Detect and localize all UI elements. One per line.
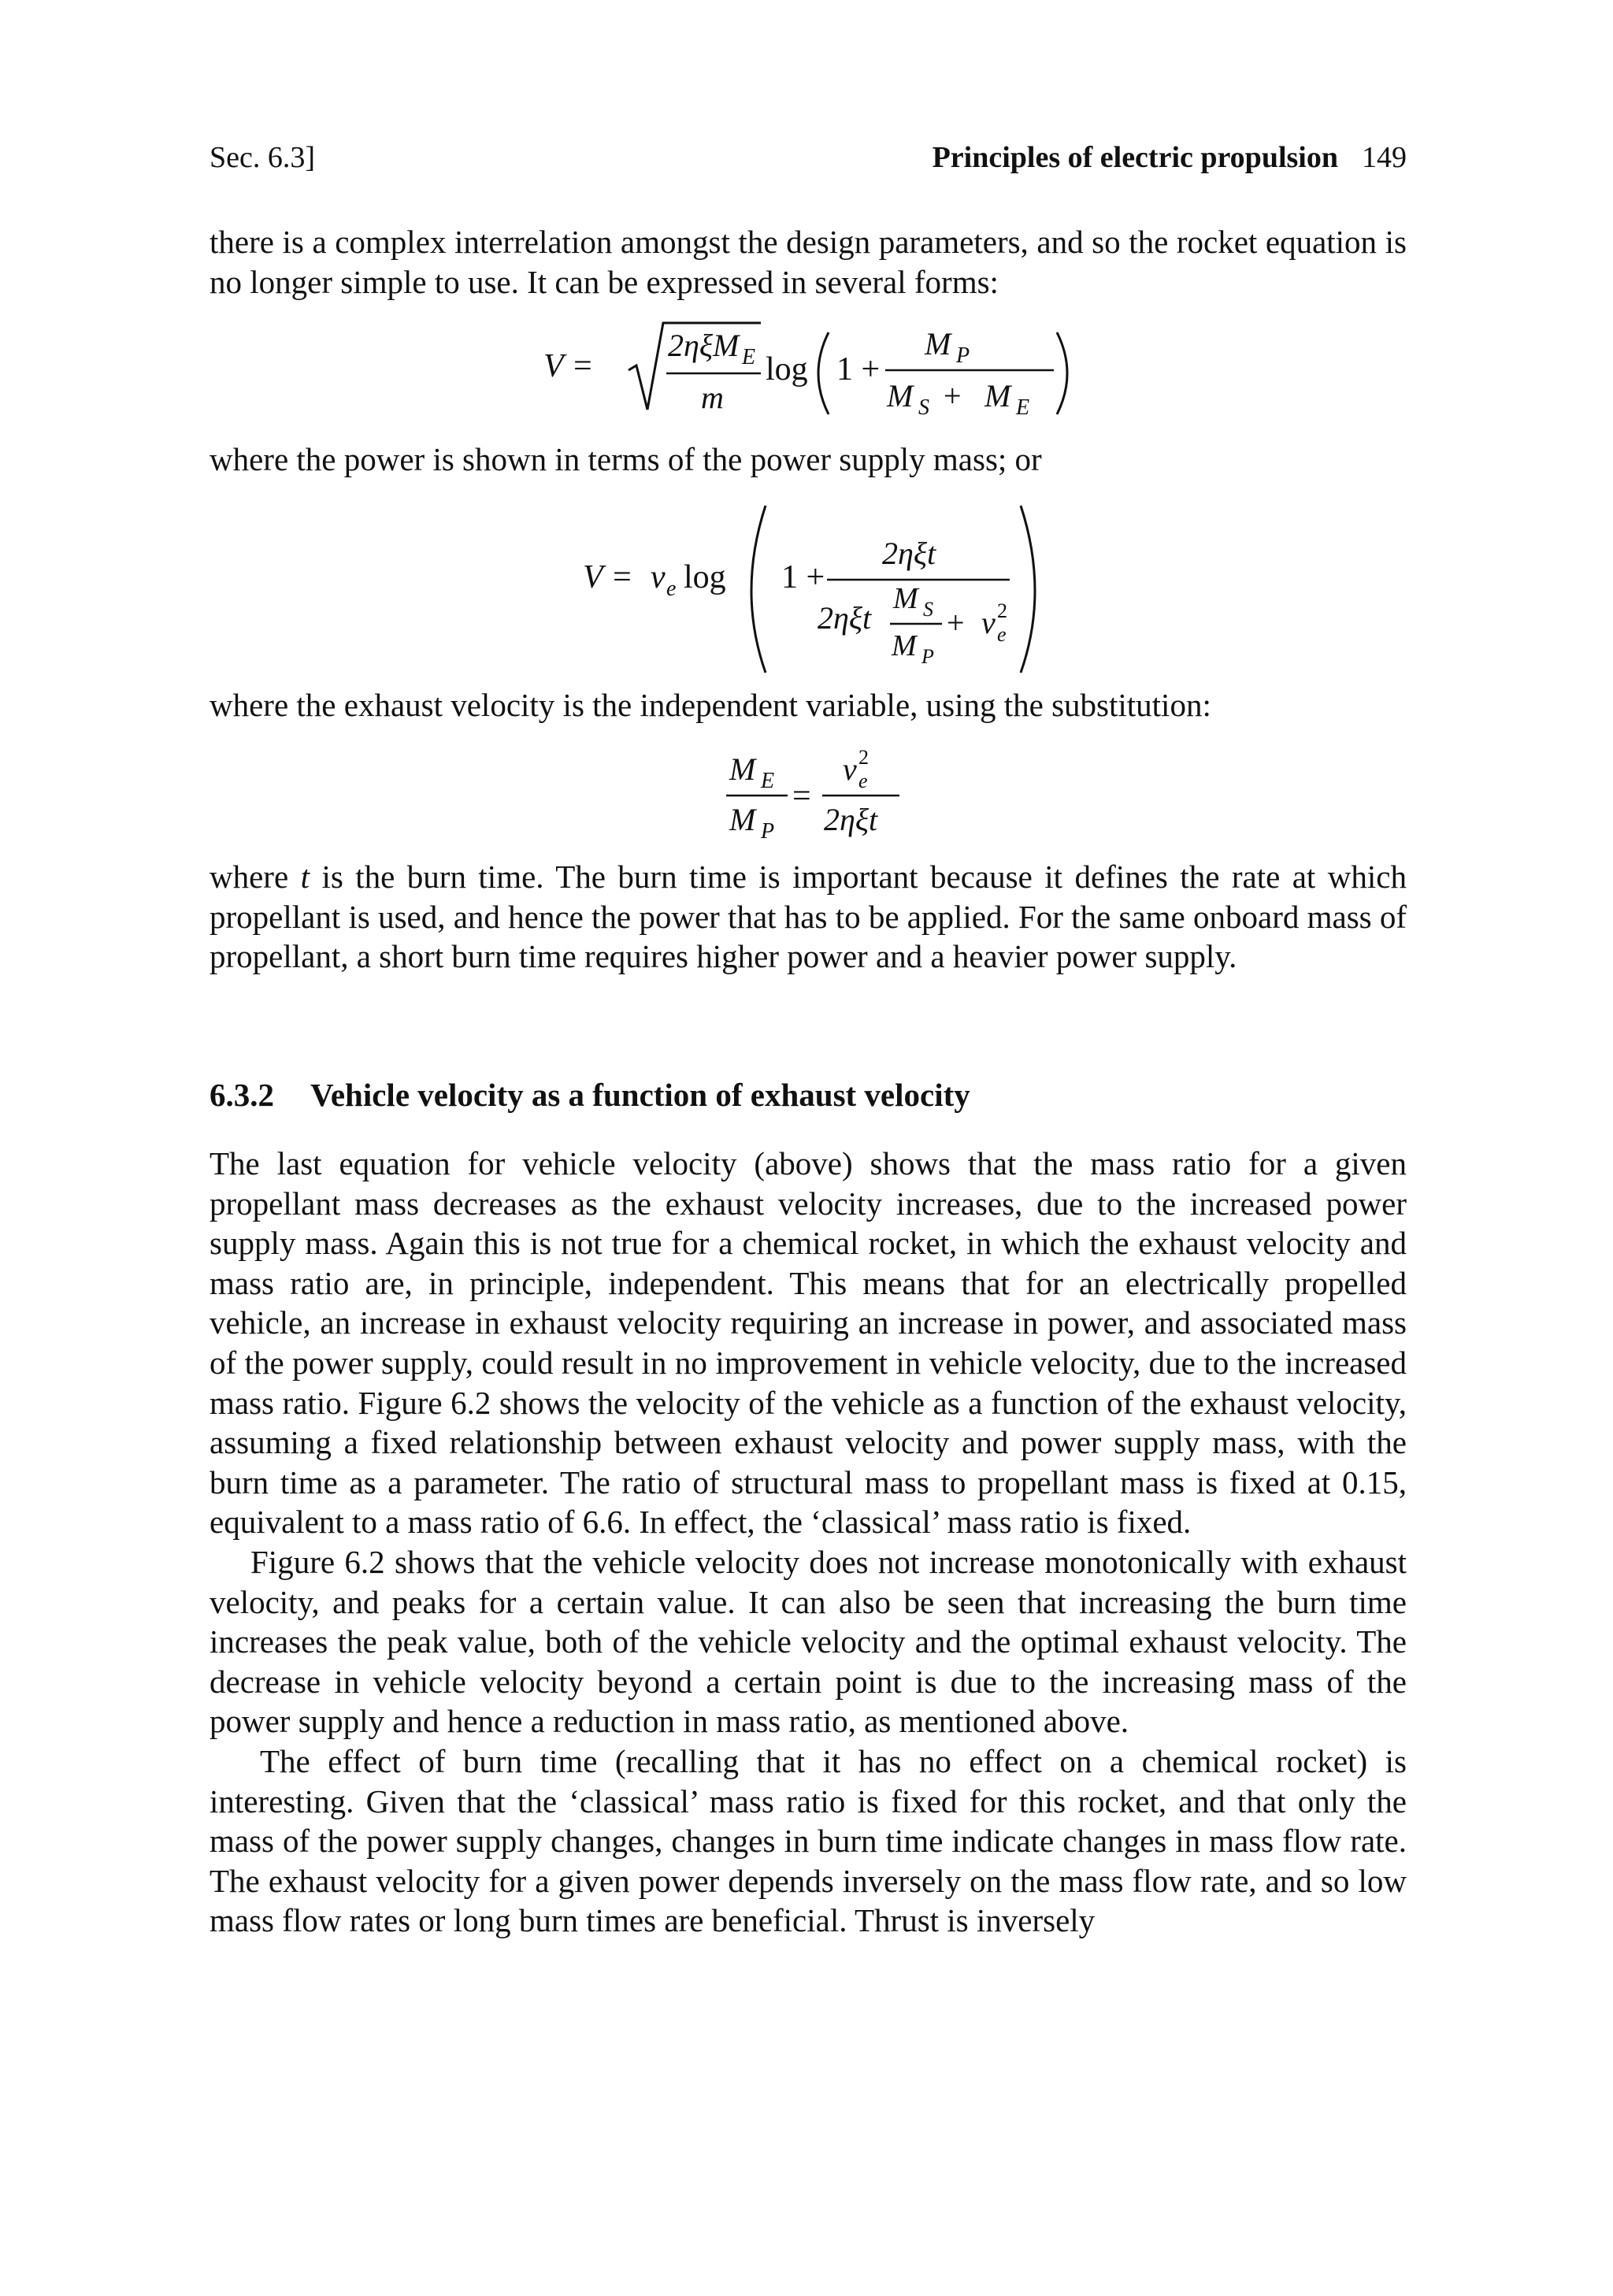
equation-3 <box>725 745 914 848</box>
running-title-block <box>933 140 1407 175</box>
burn-time-rest: is the burn time. The burn time is important because it defines the rate at which propellant is used, and hence the power that has to be applied. For the same onboard mass of propellant, a short burn time requires higher power and a heavier power supply. <box>210 859 1407 975</box>
intro-paragraph <box>210 222 1407 302</box>
eq2-inner-num: M <box>893 582 918 615</box>
eq3-rhs-num-sup: 2 <box>858 746 869 769</box>
intro-text: there is a complex interrelation amongst the design parameters, and so the rocket equation is no longer simple to use. It can be expressed in several forms: <box>210 224 1407 300</box>
eq1-one-plus: 1 + <box>836 351 881 388</box>
eq2-caption-block <box>210 685 1407 725</box>
eq3-lhs-num-sub: E <box>761 769 775 793</box>
eq1-caption: where the power is shown in terms of the power supply mass; or <box>210 441 1042 477</box>
section-ref: Sec. 6.3] <box>210 141 316 174</box>
eq1-log: log <box>766 351 808 388</box>
eq2-log: log <box>684 559 726 595</box>
eq3-rhs-num: v <box>843 751 857 787</box>
eq1-frac-den-a-sub: S <box>918 395 929 420</box>
eq2-lhs: V = <box>583 559 633 595</box>
eq1-frac-den-b: M <box>984 378 1011 414</box>
eq1-frac-den-a: M <box>887 378 914 414</box>
equation-1 <box>543 309 1079 427</box>
eq3-equals: = <box>792 778 811 814</box>
eq1-right-paren <box>1057 332 1067 414</box>
eq1-left-paren <box>818 332 829 414</box>
eq2-inner-num-sub: S <box>923 598 933 621</box>
eq3-lhs-num: M <box>729 751 756 787</box>
eq1-frac-den-plus: + <box>944 378 962 414</box>
section-heading <box>210 1076 970 1114</box>
eq2-right-paren <box>1021 506 1035 673</box>
eq1-lhs: V = <box>543 348 594 384</box>
eq2-one-plus: 1 + <box>781 559 825 595</box>
equation-2 <box>583 498 1040 687</box>
eq2-ve2-sub: e <box>997 623 1007 646</box>
eq2-left-paren <box>751 506 766 673</box>
eq1-caption-block <box>210 440 1407 480</box>
eq2-ve2-sup: 2 <box>997 599 1007 622</box>
body-paragraph-3: The effect of burn time (recalling that it has no effect on a chemical rocket) is interesting. Given that the ‘classical’ mass ratio is fixed for this rocket, and that only the mass of the power supply changes, changes in burn time indicate changes in mass flow rate. The exhaust velocity for a given power depends inversely on the mass flow rate, and so low mass flow rates or long burn times are beneficial. Thrust is inversely <box>210 1742 1407 1939</box>
body-paragraph-2: Figure 6.2 shows that the vehicle velocity does not increase monotonically with exhaust velocity, and peaks for a certain value. It can also be seen that increasing the burn time increases the peak value, both of the vehicle velocity and the optimal exhaust velocity. The decrease in vehicle velocity beyond a certain point is due to the increasing mass of the power supply and hence a reduction in mass ratio, as mentioned above. <box>210 1543 1407 1740</box>
eq1-frac-num: M <box>925 326 951 362</box>
eq2-ve: v <box>651 559 666 595</box>
section-title: Vehicle velocity as a function of exhaust velocity <box>310 1077 970 1113</box>
eq2-caption: where the exhaust velocity is the independent variable, using the substitution: <box>210 687 1211 723</box>
eq2-inner-den: M <box>892 629 917 662</box>
burn-time-lead: where <box>210 859 301 895</box>
running-header <box>210 140 1407 180</box>
eq2-den-lead: 2ηξt <box>818 600 872 636</box>
eq1-frac-num-sub: P <box>956 343 970 368</box>
section-number: 6.3.2 <box>210 1077 274 1113</box>
eq3-rhs-den: 2ηξt <box>824 802 878 837</box>
burn-time-variable: t <box>300 859 310 895</box>
eq2-num: 2ηξt <box>882 536 936 571</box>
eq3-rhs-num-sub: e <box>858 770 868 792</box>
page-number: 149 <box>1362 141 1407 174</box>
eq2-inner-den-sub: P <box>921 645 934 668</box>
eq1-sqrt-num-sub: E <box>742 345 756 369</box>
burn-time-paragraph <box>210 857 1407 977</box>
eq1-sqrt-num: 2ηξM <box>668 328 740 363</box>
body-text <box>210 1144 1407 1941</box>
body-paragraph-1: The last equation for vehicle velocity (above) shows that the mass ratio for a given propellant mass decreases as the exhaust velocity increases, due to the increased power supply mass. Again this is not true for a chemical rocket, in which the exhaust velocity and mass ratio are, in principle, independent. This means that for an electrically propelled vehicle, an increase in exhaust velocity requiring an increase in power, and associated mass of the power supply, could result in no improvement in vehicle velocity, due to the increased mass ratio. Figure 6.2 shows the velocity of the vehicle as a function of the exhaust velocity, assuming a fixed relationship between exhaust velocity and power supply mass, with the burn time as a parameter. The ratio of structural mass to propellant mass is fixed at 0.15, equivalent to a mass ratio of 6.6. In effect, the ‘classical’ mass ratio is fixed. <box>210 1145 1407 1541</box>
eq1-frac-den-b-sub: E <box>1016 395 1030 420</box>
eq2-ve-sub: e <box>666 577 677 601</box>
eq2-ve2: v <box>981 605 996 640</box>
eq2-plus: + <box>947 605 965 640</box>
burn-time-text <box>210 857 1407 977</box>
eq3-lhs-den: M <box>729 802 756 837</box>
eq1-sqrt-den: m <box>701 380 724 415</box>
eq3-lhs-den-sub: P <box>761 819 775 844</box>
running-title: Principles of electric propulsion <box>932 141 1338 174</box>
